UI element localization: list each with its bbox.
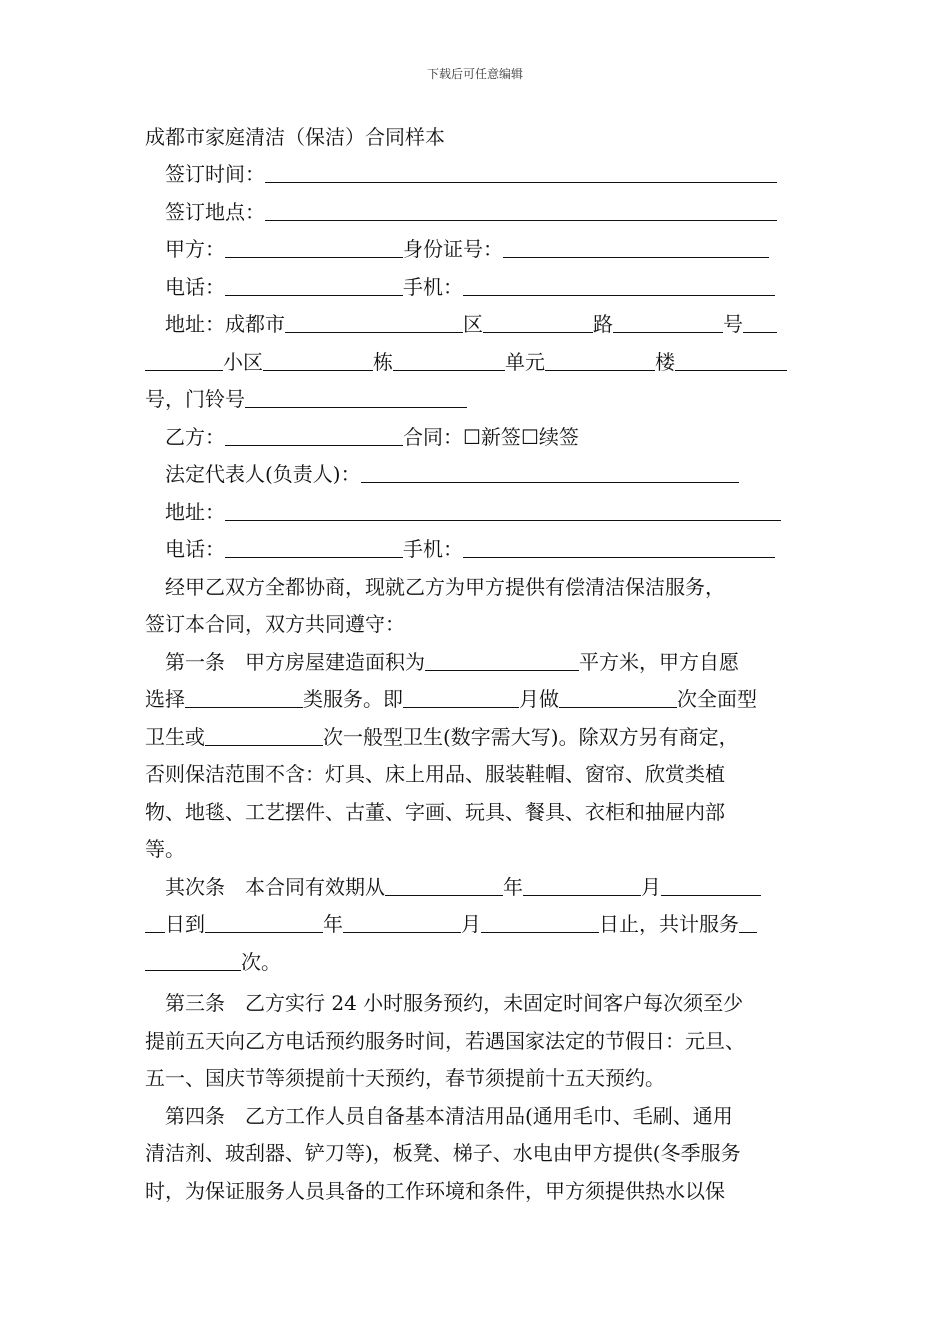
article-3-line: 第三条 乙方实行 24 小时服务预约，未固定时间客户每次须至少 (165, 991, 744, 1015)
party-b-phone-row (145, 531, 810, 569)
road-blank[interactable] (483, 310, 593, 333)
start-day-blank-a[interactable] (661, 873, 761, 896)
article-1-text: 选择 (145, 687, 185, 711)
sign-time-label: 签订时间： (165, 162, 265, 186)
article-4 (145, 1098, 810, 1211)
number-text: 号 (723, 312, 743, 336)
district-text: 区 (463, 312, 483, 336)
article-3 (145, 985, 810, 1098)
end-month-blank[interactable] (343, 910, 461, 933)
party-a-address-row-2 (145, 344, 810, 382)
building-text: 栋 (373, 349, 393, 374)
community-text: 小区 (223, 349, 263, 374)
b-phone-blank[interactable] (225, 535, 403, 558)
article-2-line-1 (145, 869, 810, 907)
article-1-text: 卫生或 (145, 724, 205, 749)
party-a-label: 甲方： (165, 237, 225, 261)
article-4-line: 时，为保证服务人员具备的工作环境和条件，甲方须提供热水以保 (145, 1178, 725, 1203)
month-text: 月 (461, 912, 481, 936)
article-1-line-3 (145, 719, 810, 757)
article-1-line-4: 否则保洁范围不含：灯具、床上用品、服装鞋帽、窗帘、欣赏类植 (145, 762, 725, 786)
id-no-blank[interactable] (503, 235, 769, 258)
article-1-text: 月做 (519, 687, 559, 711)
general-clean-times-blank[interactable] (205, 723, 323, 746)
article-4-line: 清洁剂、玻刮器、铲刀等)，板凳、梯子、水电由甲方提供(冬季服务 (145, 1141, 741, 1165)
sign-time-row (145, 156, 810, 194)
address-label: 地址： (165, 312, 225, 336)
end-year-blank[interactable] (205, 910, 323, 933)
intro-line: 经甲乙双方全都协商，现就乙方为甲方提供有偿清洁保洁服务， (165, 574, 725, 599)
start-month-blank[interactable] (523, 873, 641, 896)
document-body (145, 118, 810, 1210)
b-address-blank[interactable] (225, 498, 781, 521)
article-1-line-2 (145, 681, 810, 719)
new-sign-checkbox[interactable]: ☐新签 (463, 424, 521, 449)
area-blank[interactable] (425, 648, 579, 671)
party-a-blank[interactable] (225, 235, 403, 258)
renew-sign-checkbox[interactable]: ☐续签 (520, 424, 579, 449)
article-1-text: 次全面型 (677, 687, 757, 711)
floor-blank[interactable] (545, 348, 655, 371)
b-address-label: 地址： (165, 499, 225, 524)
article-1-text: 类服务。即 (303, 687, 403, 711)
sign-place-row (145, 194, 810, 232)
phone-blank[interactable] (225, 273, 403, 296)
party-b-row (145, 419, 810, 457)
unit-blank[interactable] (393, 348, 505, 371)
mobile-label: 手机： (403, 274, 463, 299)
b-phone-label: 电话： (165, 537, 225, 561)
party-b-address-row (145, 494, 810, 532)
year-text: 年 (503, 874, 523, 899)
doorbell-blank[interactable] (245, 385, 467, 408)
start-year-blank[interactable] (385, 873, 503, 896)
article-2-text: 其次条 本合同有效期从 (165, 874, 385, 899)
times-text: 次。 (241, 949, 281, 974)
article-2 (145, 869, 810, 982)
room-doorbell-text: 号，门铃号 (145, 387, 245, 411)
b-mobile-blank[interactable] (463, 535, 775, 558)
contract-label: 合同： (403, 424, 463, 449)
article-3-line: 提前五天向乙方电话预约服务时间，若遇国家法定的节假日：元旦、 (145, 1028, 745, 1053)
article-4-line: 第四条 乙方工作人员自备基本清洁用品(通用毛巾、毛刷、通用 (165, 1103, 733, 1128)
article-1 (145, 644, 810, 869)
article-1-text: 次一般型卫生(数字需大写)。除双方另有商定， (323, 724, 739, 749)
full-clean-times-blank[interactable] (559, 685, 677, 708)
legal-rep-label: 法定代表人(负责人)： (165, 462, 361, 486)
article-2-line-3 (145, 944, 810, 982)
floor-text: 楼 (655, 349, 675, 374)
day-to-text: 日到 (165, 912, 205, 936)
until-text: 日止，共计服务 (599, 912, 739, 936)
b-mobile-label: 手机： (403, 537, 463, 561)
legal-rep-row (145, 456, 810, 494)
document-title: 成都市家庭清洁（保洁）合同样本 (145, 125, 445, 149)
sign-place-blank[interactable] (265, 198, 777, 221)
article-1-line-1 (145, 644, 810, 682)
months-blank[interactable] (403, 685, 519, 708)
service-type-blank[interactable] (185, 685, 303, 708)
community-blank-b[interactable] (145, 348, 223, 371)
intro-paragraph (145, 569, 810, 644)
intro-line: 签订本合同，双方共同遵守： (145, 612, 405, 636)
month-text: 月 (641, 874, 661, 899)
total-times-blank-b[interactable] (145, 948, 241, 971)
mobile-blank[interactable] (463, 273, 775, 296)
article-1-text: 第一条 甲方房屋建造面积为 (165, 649, 425, 674)
end-day-blank[interactable] (481, 910, 599, 933)
article-1-text: 平方米，甲方自愿 (579, 649, 739, 674)
party-a-phone-row (145, 269, 810, 307)
year-text: 年 (323, 912, 343, 936)
unit-text: 单元 (505, 349, 545, 374)
article-3-line: 五一、国庆节等须提前十天预约，春节须提前十五天预约。 (145, 1066, 665, 1090)
community-blank-a[interactable] (743, 310, 777, 333)
party-a-address-row (145, 306, 810, 344)
party-a-row (145, 231, 810, 269)
room-blank[interactable] (675, 348, 787, 371)
party-b-blank[interactable] (225, 423, 403, 446)
id-no-label: 身份证号： (403, 237, 503, 261)
building-blank[interactable] (263, 348, 373, 371)
sign-time-blank[interactable] (265, 160, 777, 183)
party-a-address-row-3 (145, 381, 810, 419)
phone-label: 电话： (165, 274, 225, 299)
sign-place-label: 签订地点： (165, 199, 265, 224)
city-text: 成都市 (225, 312, 285, 336)
article-1-line-6: 等。 (145, 837, 185, 861)
district-blank[interactable] (285, 310, 463, 333)
total-times-blank-a[interactable] (739, 910, 757, 933)
header-note: 下载后可任意编辑 (426, 67, 523, 81)
article-2-line-2 (145, 906, 810, 944)
start-day-blank-b[interactable] (145, 910, 165, 933)
road-text: 路 (593, 312, 613, 336)
article-1-line-5: 物、地毯、工艺摆件、古董、字画、玩具、餐具、衣柜和抽屉内部 (145, 799, 725, 824)
legal-rep-blank[interactable] (361, 460, 739, 483)
number-blank[interactable] (613, 310, 723, 333)
party-b-label: 乙方： (165, 424, 225, 449)
